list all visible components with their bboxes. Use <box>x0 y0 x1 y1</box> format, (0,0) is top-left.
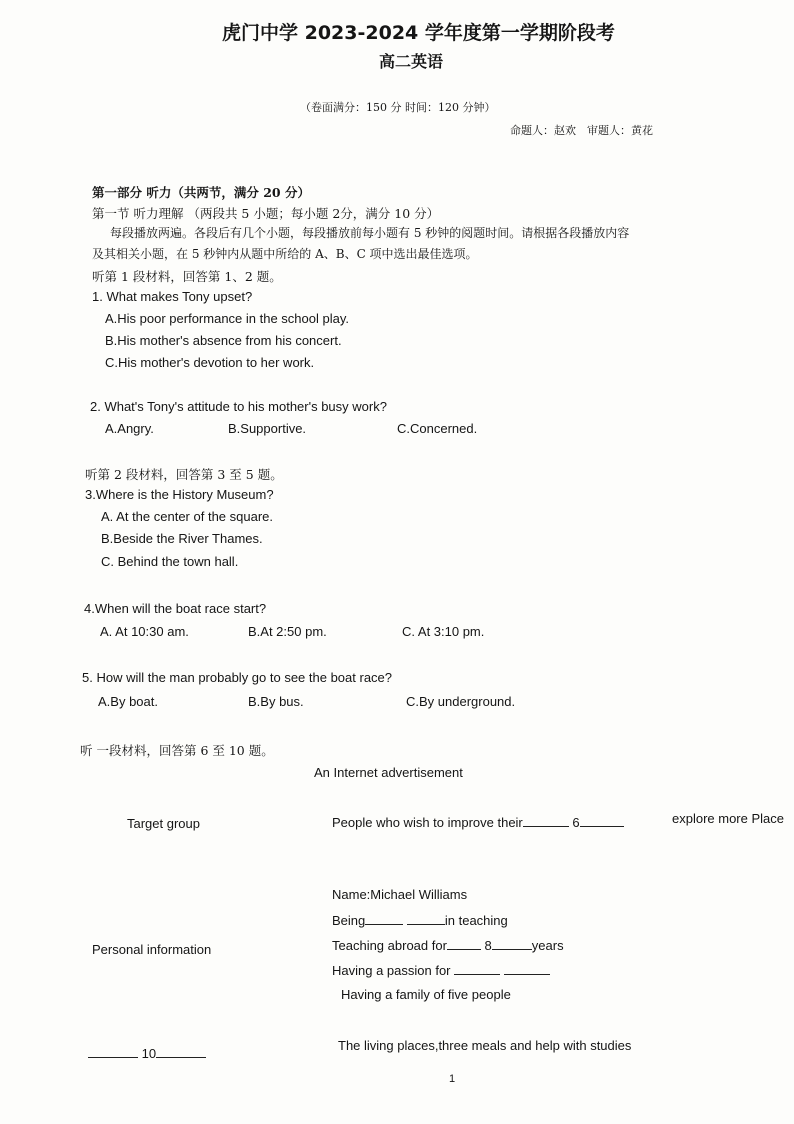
blank-8-left[interactable] <box>447 937 481 950</box>
instructions-line-1: 每段播放两遍。各段后有几个小题，每段播放前每小题有 5 秒钟的阅题时间。请根据各段播放内容 <box>110 226 630 240</box>
question-1-option-b: B.His mother's absence from his concert. <box>105 333 342 348</box>
personal-family: Having a family of five people <box>341 987 511 1002</box>
teaching-tail: years <box>531 938 564 953</box>
question-4-option-a: A. At 10:30 am. <box>100 624 189 639</box>
personal-teaching <box>332 937 564 953</box>
question-1-stem: 1. What makes Tony upset? <box>92 289 253 304</box>
question-3-option-c: C. Behind the town hall. <box>101 554 239 569</box>
question-4-stem: 4.When will the boat race start? <box>84 601 267 616</box>
passage3-intro: 听 一段材料，回答第 6 至 10 题。 <box>80 743 274 758</box>
passion-text: Having a passion for <box>332 963 451 978</box>
being-text: Being <box>332 913 366 928</box>
personal-name: Name:Michael Williams <box>332 887 468 902</box>
services-text: The living places,three meals and help with studies <box>338 1038 632 1053</box>
teaching-text: Teaching abroad for <box>332 938 447 953</box>
blank-10-right[interactable] <box>156 1045 206 1058</box>
exam-title: 虎门中学 2023-2024 学年度第一学期阶段考 <box>222 22 615 44</box>
target-group-value <box>332 814 624 830</box>
being-tail: in teaching <box>444 913 508 928</box>
personal-info-label: Personal information <box>92 942 212 957</box>
question-1-option-a: A.His poor performance in the school play. <box>105 311 349 326</box>
blank-9-right[interactable] <box>504 962 550 975</box>
passage2-intro: 听第 2 段材料，回答第 3 至 5 题。 <box>85 467 283 482</box>
question-1-option-c: C.His mother's devotion to her work. <box>105 355 315 370</box>
question-5-option-b: B.By bus. <box>248 694 304 709</box>
target-group-text: People who wish to improve their <box>332 815 523 830</box>
blank-6-left[interactable] <box>523 814 569 827</box>
blank-7-right[interactable] <box>407 912 445 925</box>
blank-7-left[interactable] <box>365 912 403 925</box>
section1-heading: 第一节 听力理解 （两段共 5 小题；每小题 2分，满分 10 分） <box>92 206 440 221</box>
blank-8-number: 8 <box>484 938 492 953</box>
blank-10-number: 10 <box>141 1046 157 1061</box>
target-group-tail: explore more Place <box>672 811 784 826</box>
question-3-option-b: B.Beside the River Thames. <box>101 531 263 546</box>
blank-8-right[interactable] <box>492 937 532 950</box>
blank-6-right[interactable] <box>580 814 624 827</box>
passage1-intro: 听第 1 段材料，回答第 1、2 题。 <box>92 269 282 284</box>
blank-10-left[interactable] <box>88 1045 138 1058</box>
question-2-option-a: A.Angry. <box>105 421 154 436</box>
blank-10-label <box>88 1045 206 1061</box>
question-3-stem: 3.Where is the History Museum? <box>85 487 274 502</box>
question-4-option-b: B.At 2:50 pm. <box>248 624 327 639</box>
ad-title: An Internet advertisement <box>314 765 463 780</box>
question-4-option-c: C. At 3:10 pm. <box>402 624 485 639</box>
page-number: 1 <box>449 1073 456 1085</box>
question-2-option-b: B.Supportive. <box>228 421 307 436</box>
question-2-stem: 2. What's Tony's attitude to his mother's busy work? <box>90 399 387 414</box>
exam-authors: 命题人：赵欢 审题人：黄花 <box>510 124 653 137</box>
exam-subtitle: 高二英语 <box>379 52 444 71</box>
exam-info: （卷面满分：150 分 时间：120 分钟） <box>300 101 496 114</box>
target-group-label: Target group <box>127 816 200 831</box>
instructions-line-2: 及其相关小题，在 5 秒钟内从题中所给的 A、B、C 项中选出最佳选项。 <box>92 247 478 261</box>
question-5-option-c: C.By underground. <box>406 694 516 709</box>
personal-passion <box>332 962 550 978</box>
personal-being <box>332 912 508 928</box>
blank-9-left[interactable] <box>454 962 500 975</box>
question-2-option-c: C.Concerned. <box>397 421 478 436</box>
question-3-option-a: A. At the center of the square. <box>101 509 273 524</box>
question-5-option-a: A.By boat. <box>98 694 158 709</box>
blank-6-number: 6 <box>572 815 580 830</box>
part1-heading: 第一部分 听力（共两节，满分 20 分） <box>92 185 310 200</box>
question-5-stem: 5. How will the man probably go to see the boat race? <box>82 670 393 685</box>
